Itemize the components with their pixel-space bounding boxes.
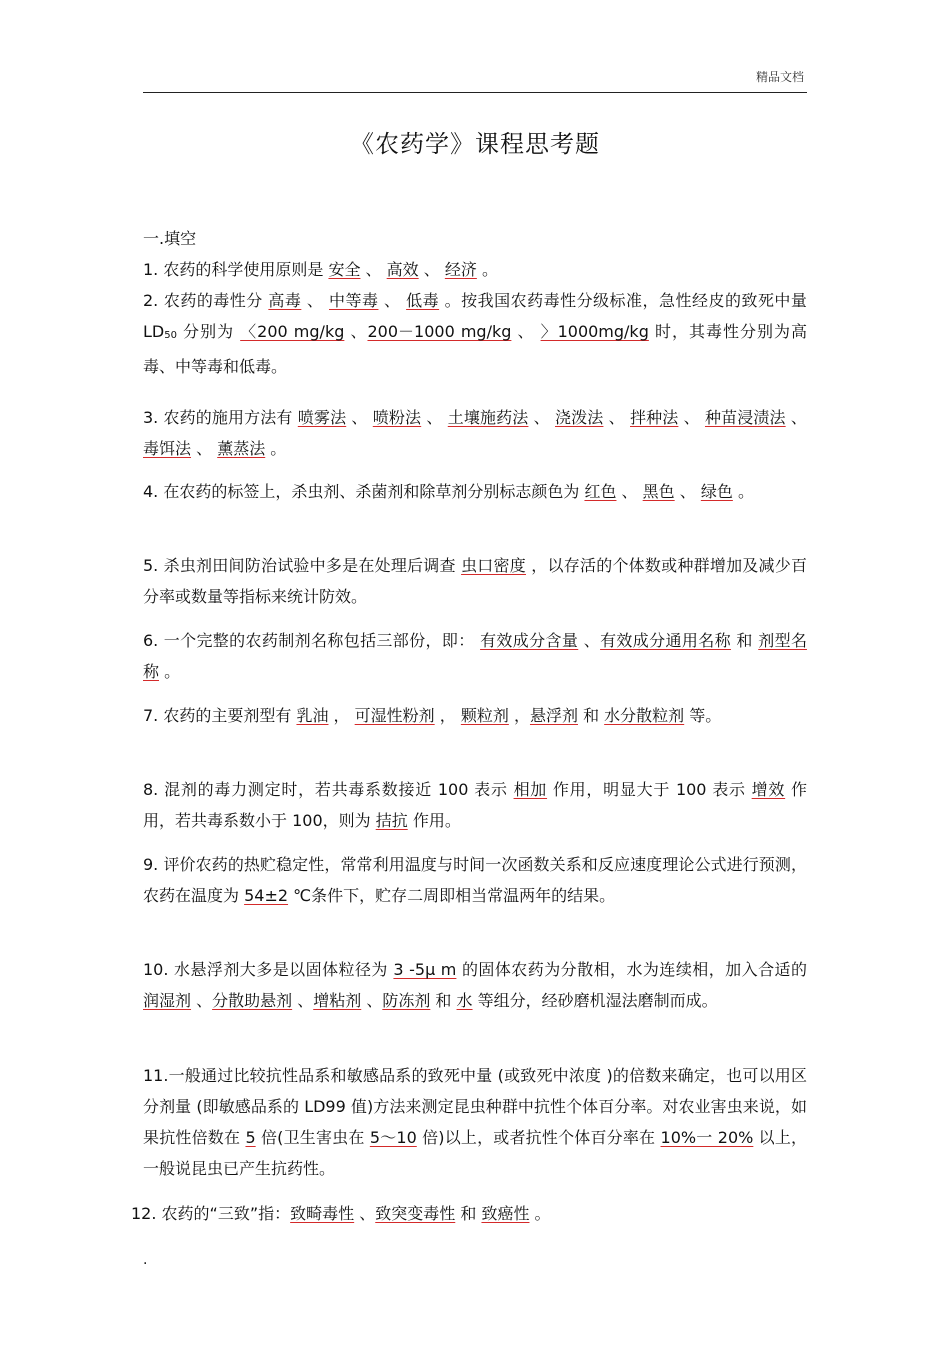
section-heading: 一.填空 xyxy=(143,229,197,248)
answer: 悬浮剂 xyxy=(529,706,578,725)
question-10: 10. 水悬浮剂大多是以固体粒径为 3 -5μ m 的固体农药为分散相，水为连续相，加入合适的 润湿剂 、分散助悬剂 、增粘剂 、防冻剂 和 水 等组分，经砂磨机湿法磨制而成。 xyxy=(143,960,807,1010)
question-9: 9. 评价农药的热贮稳定性，常常利用温度与时间一次函数关系和反应速度理论公式进行预测，农药在温度为 54±2 ℃条件下，贮存二周即相当常温两年的结果。 xyxy=(143,855,807,905)
answer: 〉1000mg/kg xyxy=(540,322,649,341)
answer: 浇泼法 xyxy=(555,408,604,427)
answer: 拌种法 xyxy=(630,408,679,427)
answer: 水 xyxy=(456,991,473,1010)
answer: 剂型名称 xyxy=(143,631,807,681)
answer: 增效 xyxy=(751,780,786,799)
answer: 可湿性粉剂 xyxy=(354,706,435,725)
answer: 致癌性 xyxy=(481,1204,530,1223)
answer: 中等毒 xyxy=(328,291,379,310)
answer: 经济 xyxy=(444,260,477,279)
answer: 致突变毒性 xyxy=(375,1204,456,1223)
answer: 54±2 xyxy=(244,886,289,905)
question-8: 8. 混剂的毒力测定时，若共毒系数接近 100 表示 相加 作用，明显大于 100 表示 增效 作用，若共毒系数小于 100，则为 拮抗 作用。 xyxy=(143,780,807,830)
answer: 喷粉法 xyxy=(372,408,422,427)
answer: 10%一 20% xyxy=(660,1128,754,1147)
answer: 薰蒸法 xyxy=(217,439,266,458)
answer: 红色 xyxy=(584,482,617,501)
question-3: 3. 农药的施用方法有 喷雾法 、 喷粉法 、 土壤施药法 、 浇泼法 、 拌种法 、 种苗浸渍法 、 毒饵法 、 薰蒸法 。 xyxy=(143,408,807,458)
answer: 润湿剂 xyxy=(143,991,192,1010)
answer: 相加 xyxy=(513,780,548,799)
answer: 有效成分含量 xyxy=(480,631,579,650)
answer: 致畸毒性 xyxy=(290,1204,355,1223)
answer: 颗粒剂 xyxy=(460,706,509,725)
answer: 黑色 xyxy=(642,482,675,501)
answer: 喷雾法 xyxy=(297,408,347,427)
answer: 绿色 xyxy=(700,482,733,501)
answer: 种苗浸渍法 xyxy=(704,408,786,427)
answer: 200－1000 mg/kg xyxy=(367,322,512,341)
answer: 高效 xyxy=(386,260,419,279)
answer: 安全 xyxy=(328,260,361,279)
page-title: 《农药学》课程思考题 xyxy=(350,130,600,158)
question-4: 4. 在农药的标签上，杀虫剂、杀菌剂和除草剂分别标志颜色为 红色 、 黑色 、 绿色 。 xyxy=(143,482,754,501)
question-12: 12. 农药的“三致”指：致畸毒性 、致突变毒性 和 致癌性 。 xyxy=(131,1204,551,1223)
answer: 水分散粒剂 xyxy=(604,706,685,725)
question-1: 1. 农药的科学使用原则是 安全 、 高效 、 经济 。 xyxy=(143,260,498,279)
question-5: 5. 杀虫剂田间防治试验中多是在处理后调查 虫口密度 ，以存活的个体数或种群增加及减少百分率或数量等指标来统计防效。 xyxy=(143,556,807,606)
answer: 拮抗 xyxy=(375,811,408,830)
footer-mark: . xyxy=(143,1252,148,1268)
question-2: 2. 农药的毒性分 高毒 、 中等毒 、 低毒 。按我国农药毒性分级标准，急性经皮的致死中量 $LD_{50}$ 分别为 〈200 mg/kg 、200－1000 mg/kg 、 〉1000mg/kg 时，其毒性分别为高毒、中等毒和低毒。 xyxy=(143,291,807,376)
answer: 毒饵法 xyxy=(143,439,192,458)
answer: 3 -5μ m xyxy=(393,960,457,979)
answer: 防冻剂 xyxy=(382,991,431,1010)
question-7: 7. 农药的主要剂型有 乳油 ， 可湿性粉剂 ， 颗粒剂 ，悬浮剂 和 水分散粒剂 等。 xyxy=(143,706,722,725)
answer: 低毒 xyxy=(406,291,440,310)
answer: 增粘剂 xyxy=(313,991,362,1010)
answer: 有效成分通用名称 xyxy=(600,631,731,650)
question-11: 11.一般通过比较抗性品系和敏感品系的致死中量 (或致死中浓度 )的倍数来确定，也可以用区分剂量 (即敏感品系的 LD99 值)方法来测定昆虫种群中抗性个体百分率。对农业害虫来说，如果抗性倍数在 5 倍(卫生害虫在 5～10 倍)以上，或者抗性个体百分率在 10%一 20% 以上，一般说昆虫已产生抗药性。 xyxy=(143,1066,808,1178)
answer: 乳油 xyxy=(296,706,329,725)
answer: 〈200 mg/kg xyxy=(240,322,345,341)
answer: 虫口密度 xyxy=(461,556,526,575)
answer: 5～10 xyxy=(369,1128,417,1147)
header-rule xyxy=(143,92,807,93)
answer: 土壤施药法 xyxy=(447,408,529,427)
answer: 分散助悬剂 xyxy=(212,991,293,1010)
question-6: 6. 一个完整的农药制剂名称包括三部份，即： 有效成分含量 、有效成分通用名称 和 剂型名称 。 xyxy=(143,631,807,681)
answer: 5 xyxy=(245,1128,256,1147)
answer: 高毒 xyxy=(268,291,302,310)
header-label: 精品文档 xyxy=(755,70,804,84)
